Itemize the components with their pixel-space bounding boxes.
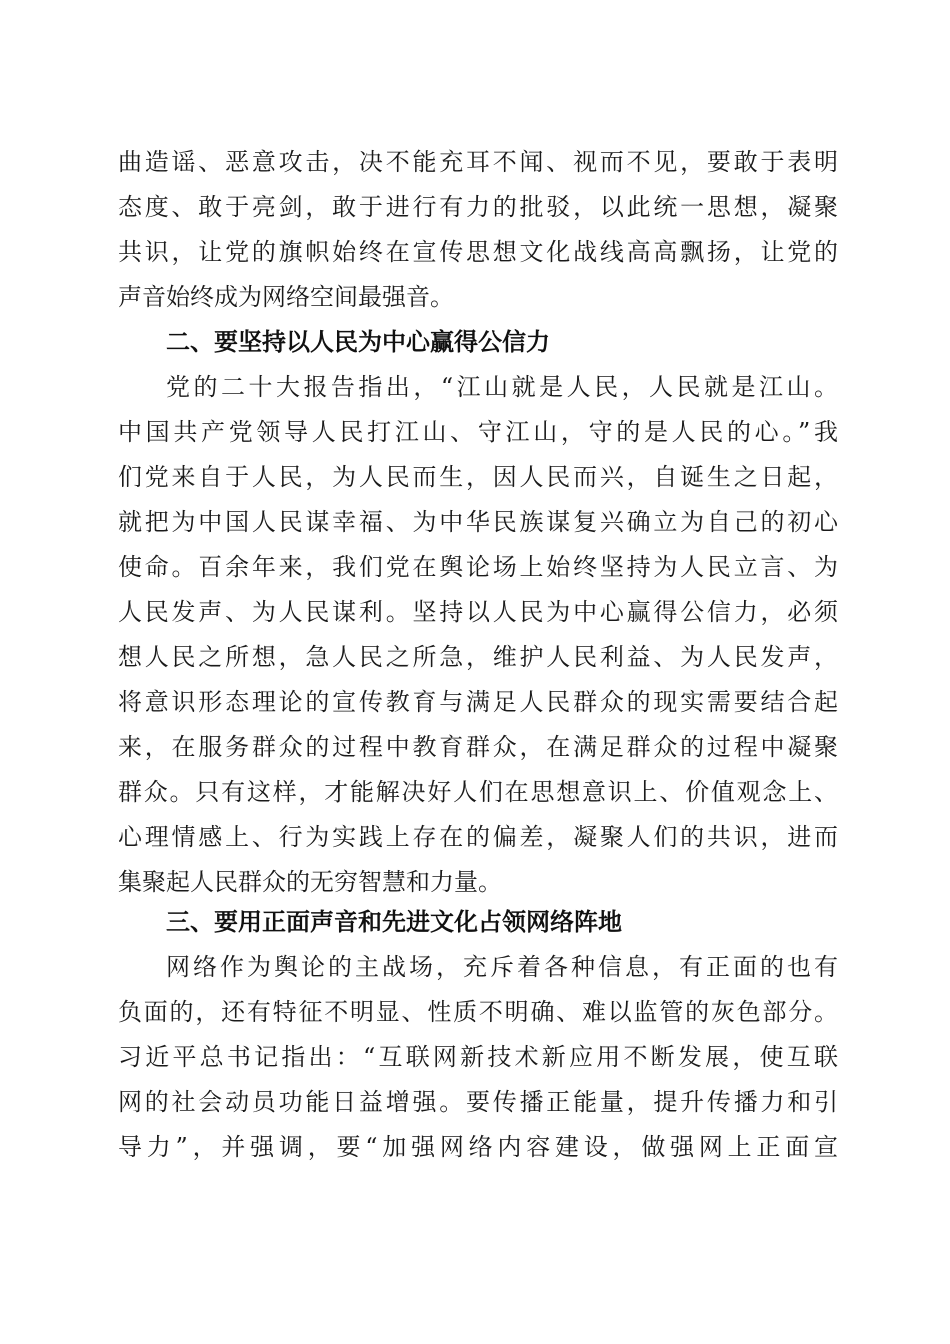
paragraph-line: 习近平总书记指出：“互联网新技术新应用不断发展，使互联: [118, 1043, 838, 1071]
paragraph-line: 网的社会动员功能日益增强。要传播正能量，提升传播力和引: [118, 1088, 838, 1116]
paragraph-line: 态度、敢于亮剑，敢于进行有力的批驳，以此统一思想，凝聚: [118, 193, 838, 221]
paragraph-line: 声音始终成为网络空间最强音。: [118, 283, 454, 311]
paragraph-line: 们党来自于人民，为人民而生，因人民而兴，自诞生之日起，: [118, 463, 838, 491]
paragraph-line: 党的二十大报告指出，“江山就是人民，人民就是江山。: [166, 373, 838, 401]
paragraph-line: 使命。百余年来，我们党在舆论场上始终坚持为人民立言、为: [118, 553, 838, 581]
paragraph-line: 共识，让党的旗帜始终在宣传思想文化战线高高飘扬，让党的: [118, 238, 838, 266]
paragraph-line: 来，在服务群众的过程中教育群众，在满足群众的过程中凝聚: [118, 733, 838, 761]
paragraph-line: 导力”，并强调，要“加强网络内容建设，做强网上正面宣: [118, 1133, 838, 1161]
paragraph-line: 想人民之所想，急人民之所急，维护人民利益、为人民发声，: [118, 643, 838, 671]
paragraph-line: 中国共产党领导人民打江山、守江山，守的是人民的心。”我: [118, 418, 838, 446]
paragraph-line: 心理情感上、行为实践上存在的偏差，凝聚人们的共识，进而: [118, 823, 838, 851]
paragraph-line: 负面的，还有特征不明显、性质不明确、难以监管的灰色部分。: [118, 998, 838, 1026]
paragraph-line: 人民发声、为人民谋利。坚持以人民为中心赢得公信力，必须: [118, 598, 838, 626]
paragraph-line: 集聚起人民群众的无穷智慧和力量。: [118, 868, 502, 896]
paragraph-line: 就把为中国人民谋幸福、为中华民族谋复兴确立为自己的初心: [118, 508, 838, 536]
section-heading: 二、要坚持以人民为中心赢得公信力: [166, 328, 550, 356]
paragraph-line: 曲造谣、恶意攻击，决不能充耳不闻、视而不见，要敢于表明: [118, 148, 838, 176]
paragraph-line: 将意识形态理论的宣传教育与满足人民群众的现实需要结合起: [118, 688, 838, 716]
paragraph-line: 群众。只有这样，才能解决好人们在思想意识上、价值观念上、: [118, 778, 838, 806]
section-heading: 三、要用正面声音和先进文化占领网络阵地: [166, 908, 622, 936]
paragraph-line: 网络作为舆论的主战场，充斥着各种信息，有正面的也有: [166, 953, 838, 981]
